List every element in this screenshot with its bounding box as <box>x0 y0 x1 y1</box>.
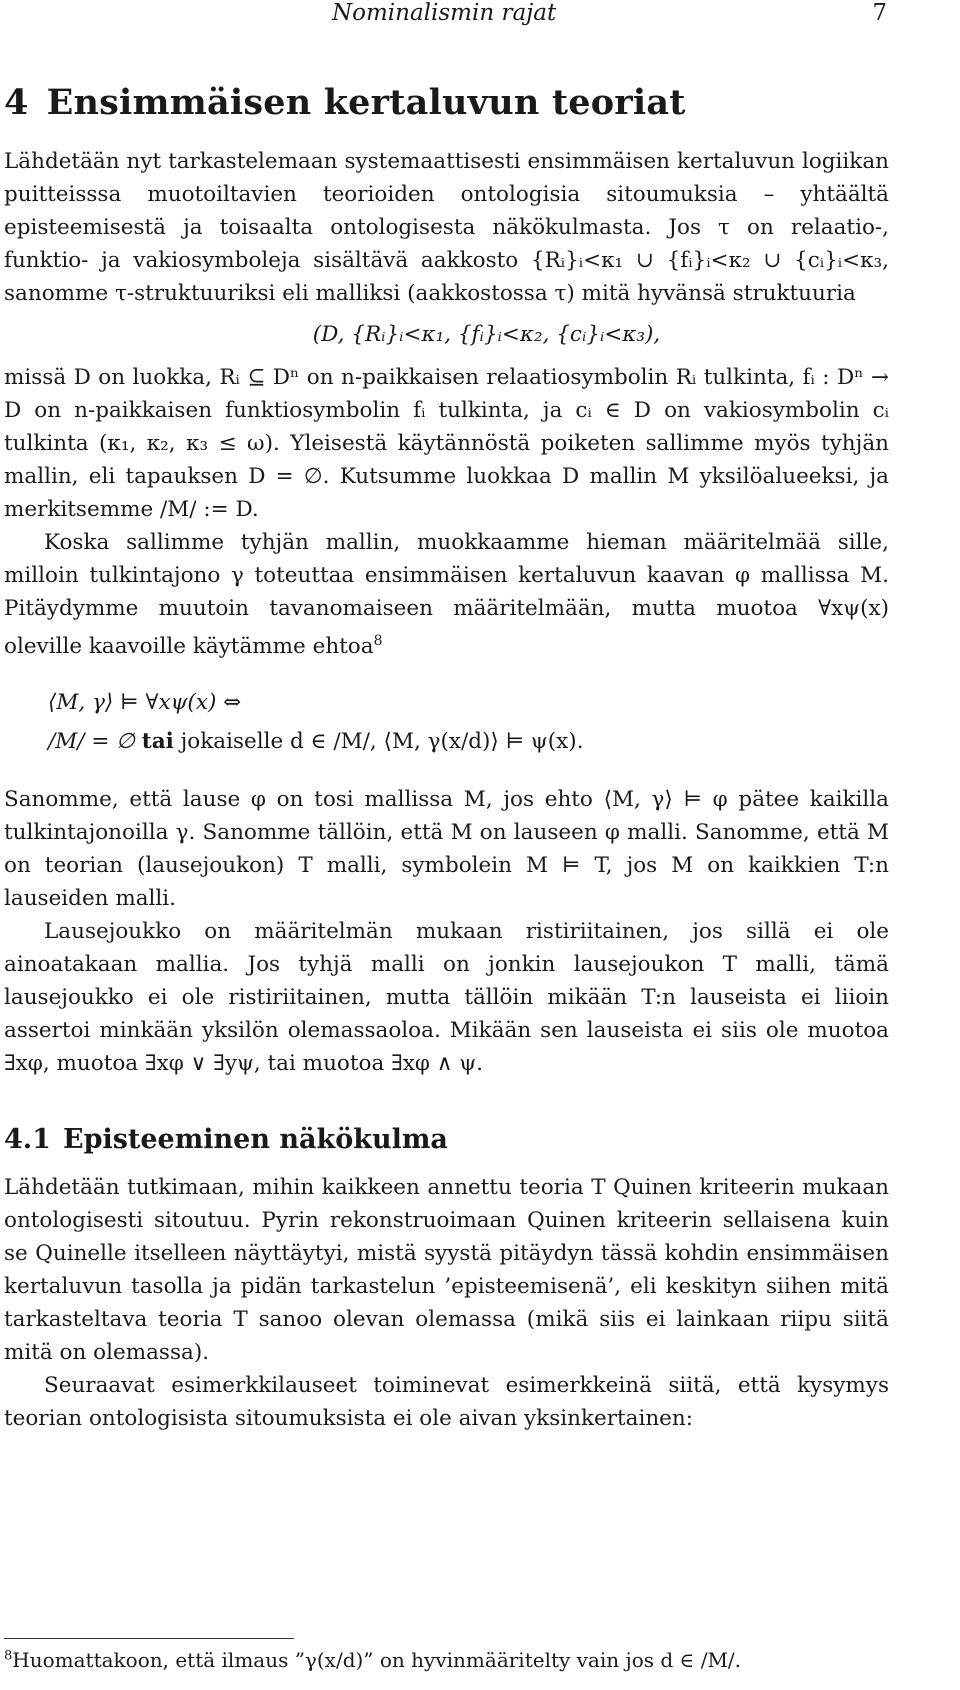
footnote-rule <box>4 1638 294 1639</box>
paragraph-epistemic: Lähdetään tutkimaan, mihin kaikkeen annettu teoria T Quinen kriteerin mukaan ontologisesti sitoutuu. Pyrin rekonstruoimaan Quinen kriteerin sellaisena kuin se Quinelle itselleen näyttäytyi, mistä syystä pitäydyn tässä kohdin ensimmäisen kertaluvun tasolla ja pidän tarkastelun ’episteemisenä’, eli keskityn siihen mitä tarkasteltava teoria T sanoo olevan olemassa (mikä siis ei lainkaan riipu siitä mitä on olemassa). <box>4 1175 889 1366</box>
section-heading <box>4 82 889 123</box>
section-title: Ensimmäisen kertaluvun teoriat <box>46 82 686 123</box>
page-number: 7 <box>872 0 887 26</box>
condition-every: jokaiselle d ∈ /M/, ⟨M, γ(x/d)⟩ ⊨ ψ(x). <box>180 729 584 755</box>
paragraph-examples: Seuraavat esimerkkilauseet toiminevat esimerkkeinä siitä, että kysymys teorian ontologisista sitoumuksista ei ole aivan yksinkertainen: <box>4 1373 889 1432</box>
condition-line-2 <box>48 722 889 761</box>
paragraph-intro: Lähdetään nyt tarkastelemaan systemaattisesti ensimmäisen kertaluvun logiikan puitteisssa muotoiltavien teorioiden ontologisia sitoumuksia – yhtäältä episteemisestä ja toisaalta ontologisesta näkökulmasta. Jos τ on relaatio-, funktio- ja vakiosymboleja sisältävä aakkosto {Rᵢ}ᵢ<κ₁ ∪ {fᵢ}ᵢ<κ₂ ∪ {cᵢ}ᵢ<κ₃, sanomme τ-struktuuriksi eli malliksi (aakkostossa τ) mitä hyvänsä struktuuria <box>4 149 889 306</box>
subsection-number: 4.1 <box>4 1124 51 1156</box>
paragraph-consistency: Lausejoukko on määritelmän mukaan ristiriitainen, jos sillä ei ole ainoatakaan mallia. Jos tyhjä malli on jonkin lausejoukon T malli, tämä lausejoukko ei ole ristiriitainen, mutta tällöin mikään T:n lauseista ei liioin assertoi minkään yksilön olemassaoloa. Mikään sen lauseista ei siis ole muotoa ∃xφ, muotoa ∃xφ ∨ ∃yψ, tai muotoa ∃xφ ∧ ψ. <box>4 919 889 1077</box>
display-structure: (D, {Rᵢ}ᵢ<κ₁, {fᵢ}ᵢ<κ₂, {cᵢ}ᵢ<κ₃), <box>312 322 661 347</box>
section-number: 4 <box>4 82 29 123</box>
condition-tai: tai <box>141 729 174 755</box>
footnote-marker[interactable]: 8 <box>373 633 383 649</box>
subsection-title: Episteeminen näkökulma <box>62 1124 448 1156</box>
condition-line-1: ⟨M, γ⟩ ⊨ ∀xψ(x) ⇔ <box>48 690 242 716</box>
paragraph-empty-model-text: Koska sallimme tyhjän mallin, muokkaamme hieman määritelmää sille, milloin tulkintajono γ toteuttaa ensimmäisen kertaluvun kaavan φ mallissa M. Pitäydymme muutoin tavanomaiseen määritelmään, mutta muotoa ∀xψ(x) oleville kaavoille käytämme ehtoa <box>4 530 889 660</box>
footnote-text: Huomattakoon, että ilmaus ”γ(x/d)” on hyvinmääritelty vain jos d ∈ /M/. <box>12 1648 742 1672</box>
subsection-heading <box>4 1124 889 1155</box>
display-condition <box>48 683 889 761</box>
footnote-number: 8 <box>4 1648 13 1664</box>
condition-empty: /M/ = ∅ <box>48 729 135 755</box>
paragraph-truth: Sanomme, että lause φ on tosi mallissa M, jos ehto ⟨M, γ⟩ ⊨ φ pätee kaikilla tulkintajonoilla γ. Sanomme tällöin, että M on lauseen φ malli. Sanomme, että M on teorian (lausejoukon) T malli, symbolein M ⊨ T, jos M on kaikkien T:n lauseiden malli. <box>4 787 889 912</box>
running-header <box>4 0 889 36</box>
paragraph-empty-model <box>4 526 889 663</box>
paragraph-definitions: missä D on luokka, Rᵢ ⊆ Dⁿ on n-paikkaisen relaatiosymbolin Rᵢ tulkinta, fᵢ : Dⁿ → D on n-paikkaisen funktiosymbolin fᵢ tulkinta, ja cᵢ ∈ D on vakiosymbolin cᵢ tulkinta (κ₁, κ₂, κ₃ ≤ ω). Yleisestä käytännöstä poiketen sallimme myös tyhjän mallin, eli tapauksen D = ∅. Kutsumme luokkaa D mallin M yksilöalueeksi, ja merkitsemme /M/ := D. <box>4 365 889 522</box>
running-title: Nominalismin rajat <box>332 0 557 26</box>
footnote <box>4 1648 741 1672</box>
